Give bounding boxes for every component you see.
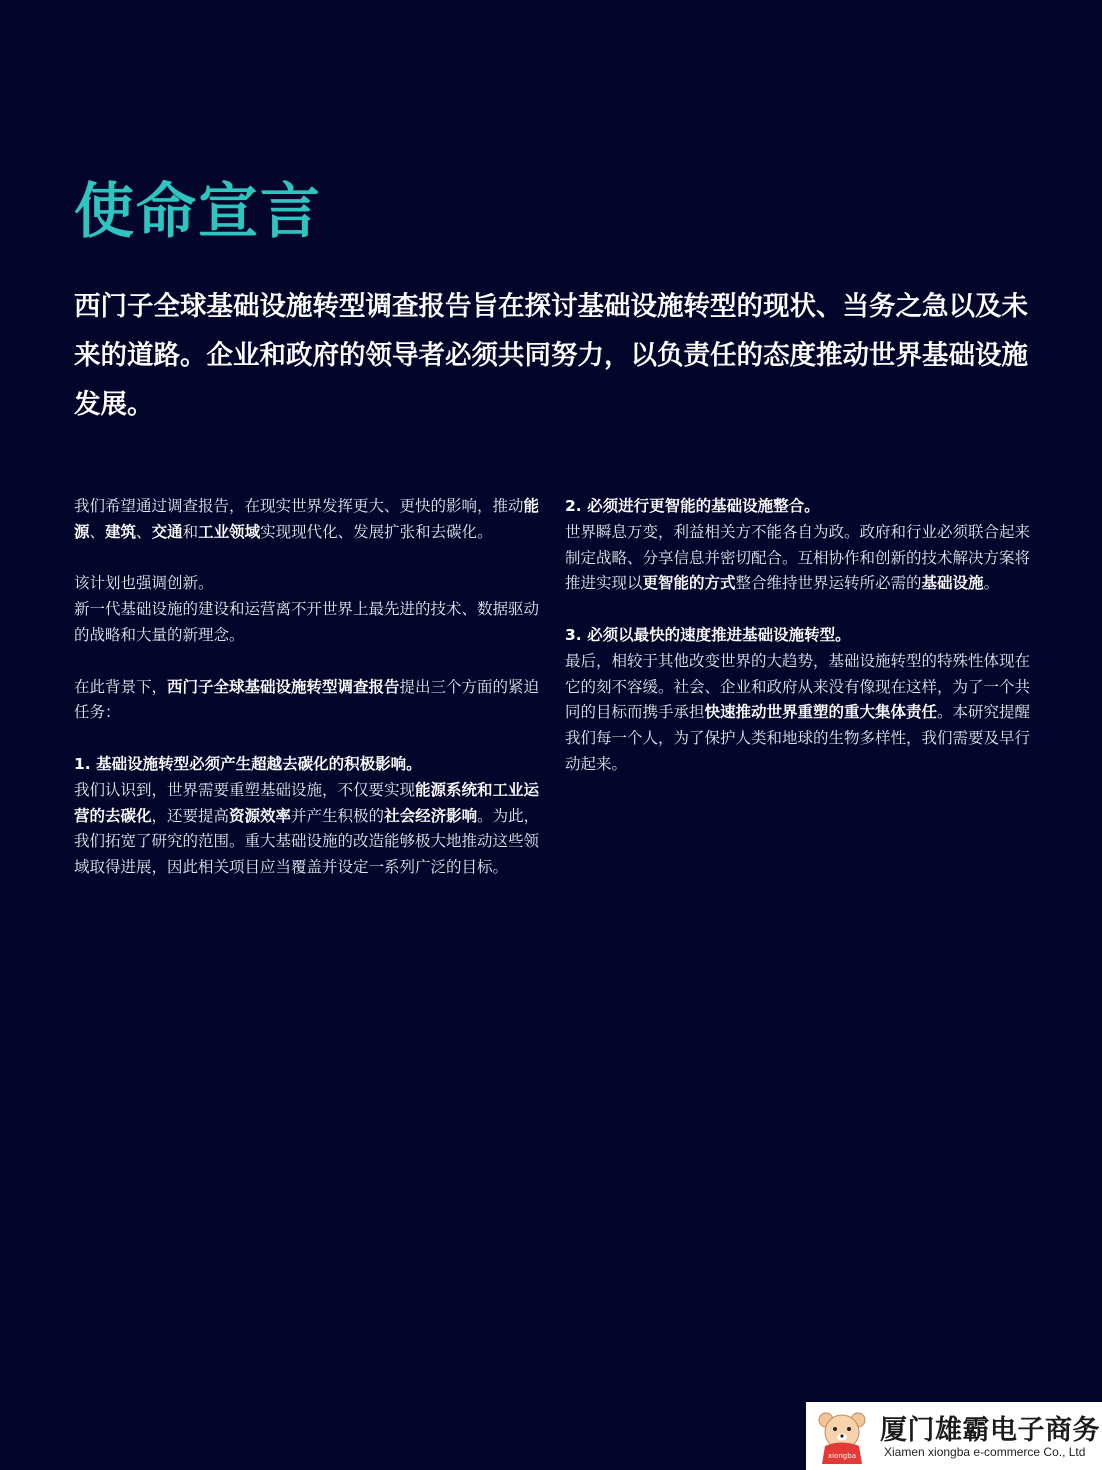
task-1-heading: 1. 基础设施转型必须产生超越去碳化的积极影响。 <box>74 754 422 773</box>
context-paragraph: 在此背景下，西门子全球基础设施转型调查报告提出三个方面的紧迫任务： <box>74 677 540 722</box>
task-1-paragraph: 1. 基础设施转型必须产生超越去碳化的积极影响。 我们认识到，世界需要重塑基础设施，不仅要实现能源系统和工业运营的去碳化，还要提高资源效率并产生积极的社会经济影响。为此，我们拓宽了研究的范围。重大基础设施的改造能够极大地推动这些领域取得进展，因此相关项目应当覆盖并设定一系列广泛的目标。 <box>74 754 540 877</box>
innovation-paragraph: 该计划也强调创新。 新一代基础设施的建设和运营离不开世界上最先进的技术、数据驱动的战略和大量的新理念。 <box>74 574 540 644</box>
company-name-en: Xiamen xiongba e-commerce Co., Ltd <box>884 1445 1086 1459</box>
watermark-logo <box>806 1402 1102 1470</box>
right-column <box>565 494 1033 804</box>
task-3-heading: 3. 必须以最快的速度推进基础设施转型。 <box>565 625 851 644</box>
task-3-paragraph: 3. 必须以最快的速度推进基础设施转型。 最后，相较于其他改变世界的大趋势，基础设施转型的特殊性体现在它的刻不容缓。社会、企业和政府从来没有像现在这样，为了一个共同的目标而携手承担快速推动世界重塑的重大集体责任。本研究提醒我们每一个人，为了保护人类和地球的生物多样性，我们需要及早行动起来。 <box>565 625 1031 773</box>
intro-paragraph: 我们希望通过调查报告，在现实世界发挥更大、更快的影响，推动能源、建筑、交通和工业领域实现现代化、发展扩张和去碳化。 <box>74 497 540 541</box>
page-title: 使命宣言 <box>74 177 322 247</box>
bear-mascot-icon <box>812 1406 872 1466</box>
task-2-paragraph: 2. 必须进行更智能的基础设施整合。 世界瞬息万变，利益相关方不能各自为政。政府和行业必须联合起来制定战略、分享信息并密切配合。互相协作和创新的技术解决方案将推进实现以更智能的方式整合维持世界运转所必需的基础设施。 <box>565 497 1031 593</box>
task-2-heading: 2. 必须进行更智能的基础设施整合。 <box>565 497 820 515</box>
svg-text:xiongba: xiongba <box>828 1452 856 1460</box>
mission-statement: 西门子全球基础设施转型调查报告旨在探讨基础设施转型的现状、当务之急以及未来的道路。企业和政府的领导者必须共同努力，以负责任的态度推动世界基础设施发展。 <box>74 291 1028 420</box>
company-name-cn: 厦门雄霸电子商务 <box>880 1415 1100 1446</box>
left-column <box>74 494 542 907</box>
